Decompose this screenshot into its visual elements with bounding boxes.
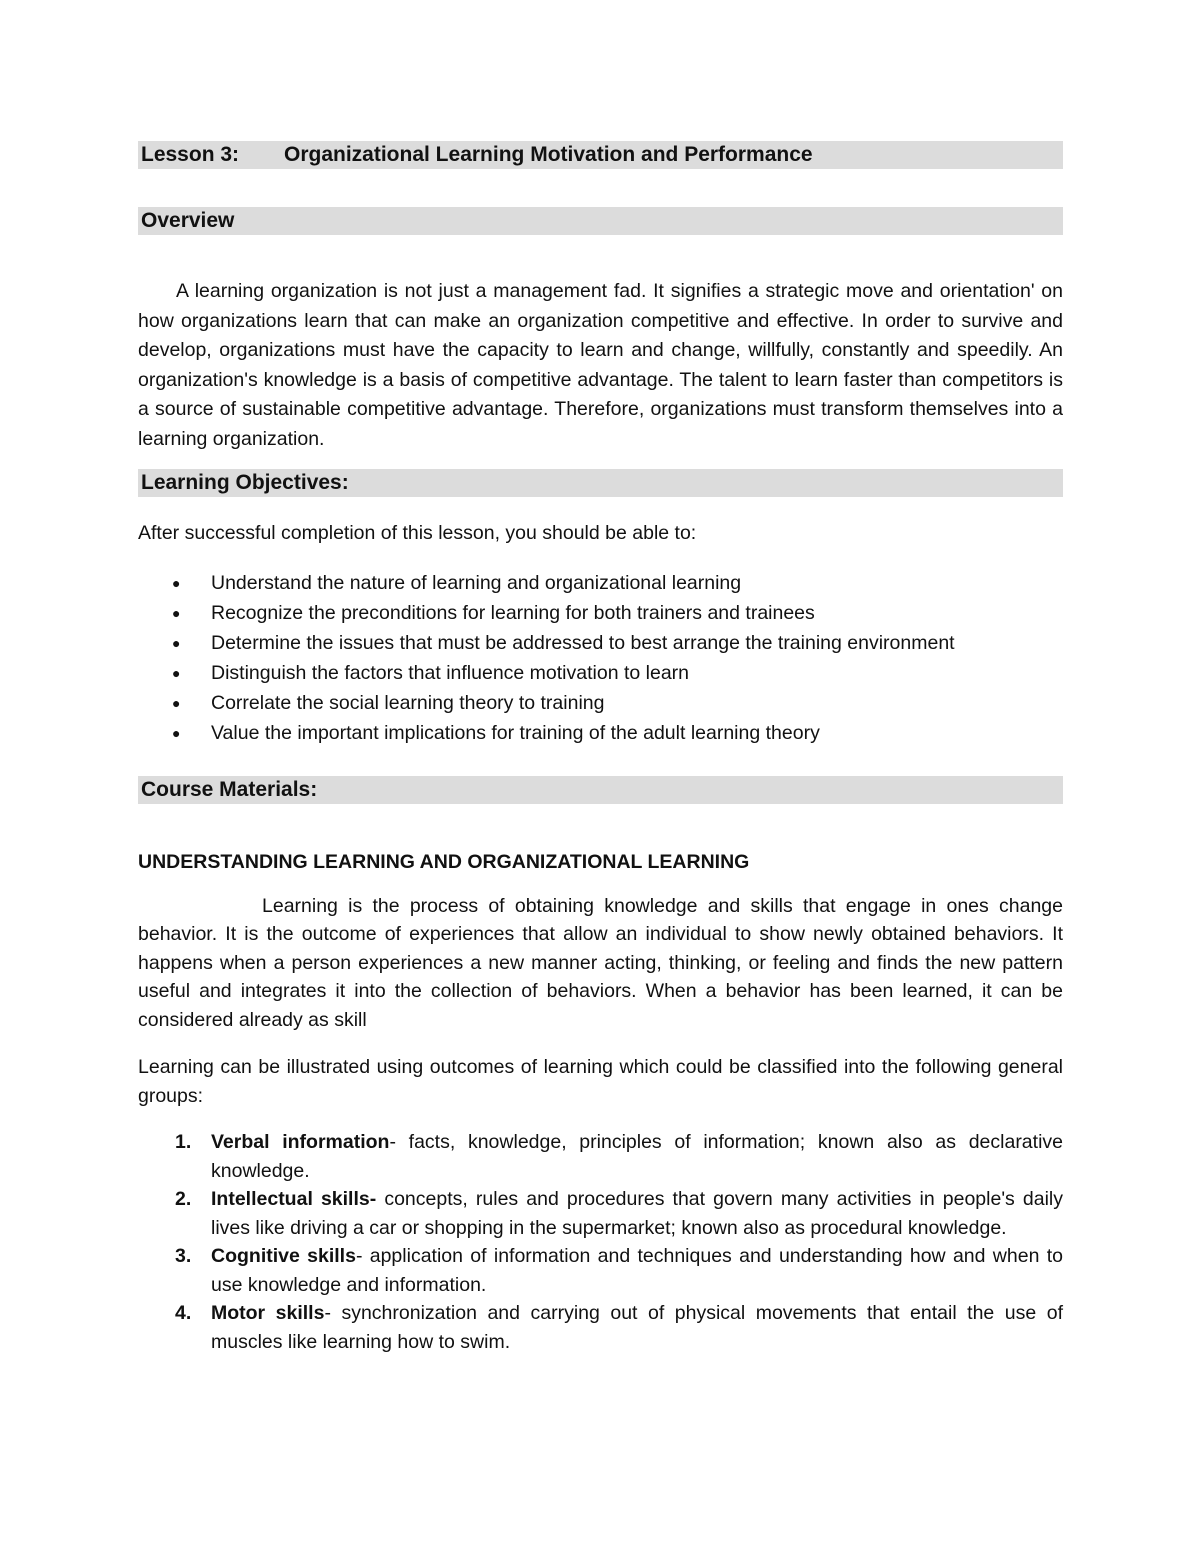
list-item: ● Distinguish the factors that influence motivation to learn [138, 658, 1063, 688]
list-item [138, 1185, 1063, 1242]
materials-subheading: UNDERSTANDING LEARNING AND ORGANIZATIONAL LEARNING [138, 850, 750, 873]
overview-heading: Overview [141, 209, 235, 232]
objectives-heading: Learning Objectives: [141, 471, 349, 494]
page-content [138, 141, 1063, 1356]
bullet-icon: ● [172, 664, 181, 681]
list-number: 3. [175, 1245, 192, 1267]
bullet-icon: ● [172, 604, 181, 621]
outcome-term: Intellectual skills- [211, 1188, 377, 1210]
list-item: ● Determine the issues that must be addressed to best arrange the training environment [138, 628, 1063, 658]
objectives-heading-bar [138, 469, 1063, 497]
overview-heading-bar [138, 207, 1063, 235]
outcome-desc: - synchronization and carrying out of physical movements that entail the use of muscles like learning how to swim. [211, 1302, 1063, 1353]
outcomes-list [138, 1128, 1063, 1356]
list-number: 1. [175, 1131, 192, 1153]
list-item [138, 1299, 1063, 1356]
bullet-icon: ● [172, 724, 181, 741]
list-item [138, 1128, 1063, 1185]
materials-heading-bar [138, 776, 1063, 804]
outcome-desc: - facts, knowledge, principles of information; known also as declarative knowledge. [211, 1131, 1063, 1182]
list-item [138, 1242, 1063, 1299]
bullet-icon: ● [172, 574, 181, 591]
materials-heading: Course Materials: [141, 777, 318, 801]
lesson-number: Lesson 3: [141, 143, 240, 166]
list-item: ● Recognize the preconditions for learning for both trainers and trainees [138, 598, 1063, 628]
outcome-term: Motor skills [211, 1302, 325, 1324]
list-number: 4. [175, 1302, 192, 1324]
outcome-desc: concepts, rules and procedures that govern many activities in people's daily lives like driving a car or shopping in the supermarket; known also as procedural knowledge. [211, 1188, 1064, 1239]
lesson-title-bar [138, 141, 1063, 169]
bullet-icon: ● [172, 694, 181, 711]
bullet-icon: ● [172, 634, 181, 651]
outcome-term: Cognitive skills [211, 1245, 356, 1267]
outcome-desc: - application of information and techniques and understanding how and when to use knowledge and information. [211, 1245, 1063, 1296]
overview-paragraph: A learning organization is not just a management fad. It signifies a strategic move and orientation' on how organizations learn that can make an organization competitive and effective. In order to survive and develop, organizations must have the capacity to learn and change, willfully, constantly and speedily. An organization's knowledge is a basis of competitive advantage. The talent to learn faster than competitors is a source of sustainable competitive advantage. Therefore, organizations must transform themselves into a learning organization. [138, 280, 1063, 450]
lesson-title: Organizational Learning Motivation and Performance [284, 143, 813, 166]
objectives-list [138, 568, 1063, 748]
list-number: 2. [175, 1188, 192, 1210]
list-item: ● Value the important implications for training of the adult learning theory [138, 718, 1063, 748]
objectives-intro: After successful completion of this lesson, you should be able to: [138, 522, 697, 544]
materials-paragraph-2: Learning can be illustrated using outcomes of learning which could be classified into the following general groups: [138, 1056, 1063, 1107]
list-item: ● Correlate the social learning theory to training [138, 688, 1063, 718]
outcome-term: Verbal information [211, 1131, 390, 1153]
materials-paragraph-1: Learning is the process of obtaining knowledge and skills that engage in ones change behavior. It is the outcome of experiences that allow an individual to show newly obtained behaviors. It happens when a person experiences a new manner acting, thinking, or feeling and finds the new pattern useful and integrates it into the collection of behaviors. When a behavior has been learned, it can be considered already as skill [138, 894, 1063, 1031]
list-item: ● Understand the nature of learning and organizational learning [138, 568, 1063, 598]
